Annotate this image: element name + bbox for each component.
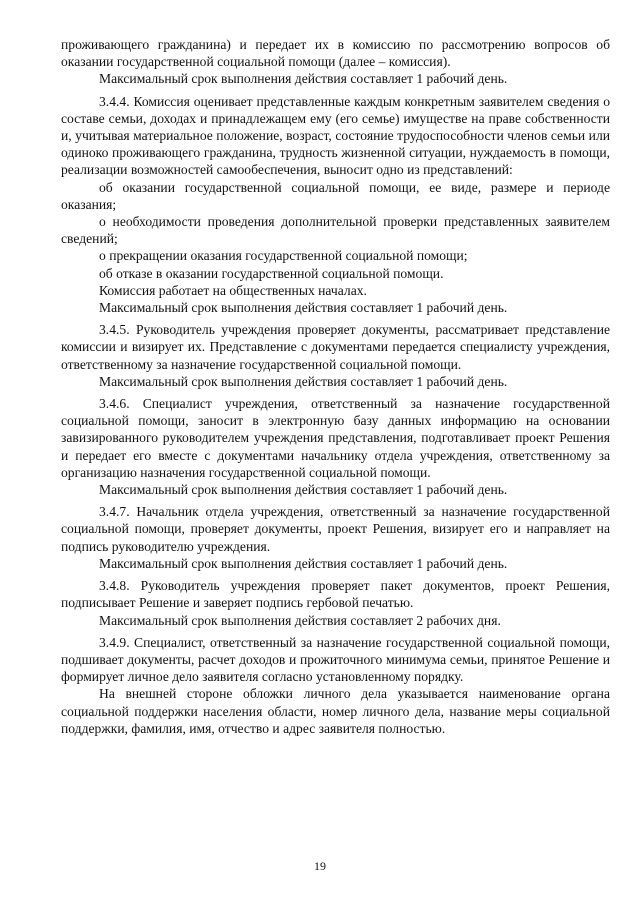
paragraph: 3.4.7. Начальник отдела учреждения, ответственный за назначение государственной социальной помощи, проверяет документы, проект Решения, визирует его и направляет на подпись руководителю учреждения. — [61, 504, 610, 554]
paragraph: Максимальный срок выполнения действия составляет 1 рабочий день. — [99, 373, 508, 389]
paragraph: Максимальный срок выполнения действия составляет 1 рабочий день. — [99, 482, 508, 498]
paragraph: Максимальный срок выполнения действия составляет 1 рабочий день. — [99, 300, 508, 316]
paragraph: Максимальный срок выполнения действия составляет 2 рабочих дня. — [99, 612, 501, 628]
paragraph: об оказании государственной социальной помощи, ее виде, размере и периоде оказания; — [61, 179, 610, 212]
paragraph: Максимальный срок выполнения действия составляет 1 рабочий день. — [99, 555, 508, 571]
paragraph: о необходимости проведения дополнительной проверки представленных заявителем сведений; — [61, 214, 610, 247]
page-number: 19 — [314, 859, 326, 873]
paragraph: об отказе в оказании государственной социальной помощи. — [99, 265, 444, 281]
paragraph: Максимальный срок выполнения действия составляет 1 рабочий день. — [99, 71, 508, 87]
paragraph: 3.4.5. Руководитель учреждения проверяет документы, рассматривает представление комиссии и визирует их. Представление с документами передается специалисту учреждения, ответственному за назначение государственной социальной помощи. — [61, 322, 610, 372]
paragraph: 3.4.8. Руководитель учреждения проверяет пакет документов, проект Решения, подписывает Решение и заверяет подпись гербовой печатью. — [61, 578, 610, 611]
body-text — [61, 36, 610, 737]
paragraph: проживающего гражданина) и передает их в комиссию по рассмотрению вопросов об оказании государственной социальной помощи (далее – комиссия). — [61, 37, 610, 70]
paragraph: 3.4.9. Специалист, ответственный за назначение государственной социальной помощи, подшивает документы, расчет доходов и прожиточного минимума семьи, принятое Решение и формирует личное дело заявителя согласно установленному порядку. — [61, 634, 610, 685]
paragraph: 3.4.4. Комиссия оценивает представленные каждым конкретным заявителем сведения о составе семьи, доходах и принадлежащем ему (его семье) имуществе на праве собственности и, учитывая материальное положение, возраст, состояние трудоспособности членов семьи или одиноко проживающего гражданина, трудность жизненной ситуации, нуждаемость в помощи, реализации возможностей самообеспечения, выносит одно из представлений: — [61, 93, 610, 178]
paragraph: о прекращении оказания государственной социальной помощи; — [99, 248, 468, 264]
paragraph: 3.4.6. Специалист учреждения, ответственный за назначение государственной социальной помощи, заносит в электронную базу данных информацию на основании завизированного руководителем учреждения представления, подготавливает проект Решения и передает его вместе с документами начальнику отдела учреждения, ответственному за организацию назначения государственной социальной помощи. — [61, 396, 610, 480]
paragraph: Комиссия работает на общественных началах. — [99, 282, 367, 298]
paragraph: На внешней стороне обложки личного дела указывается наименование органа социальной поддержки населения области, номер личного дела, название меры социальной поддержки, фамилия, имя, отчество и адрес заявителя полностью. — [61, 686, 610, 736]
